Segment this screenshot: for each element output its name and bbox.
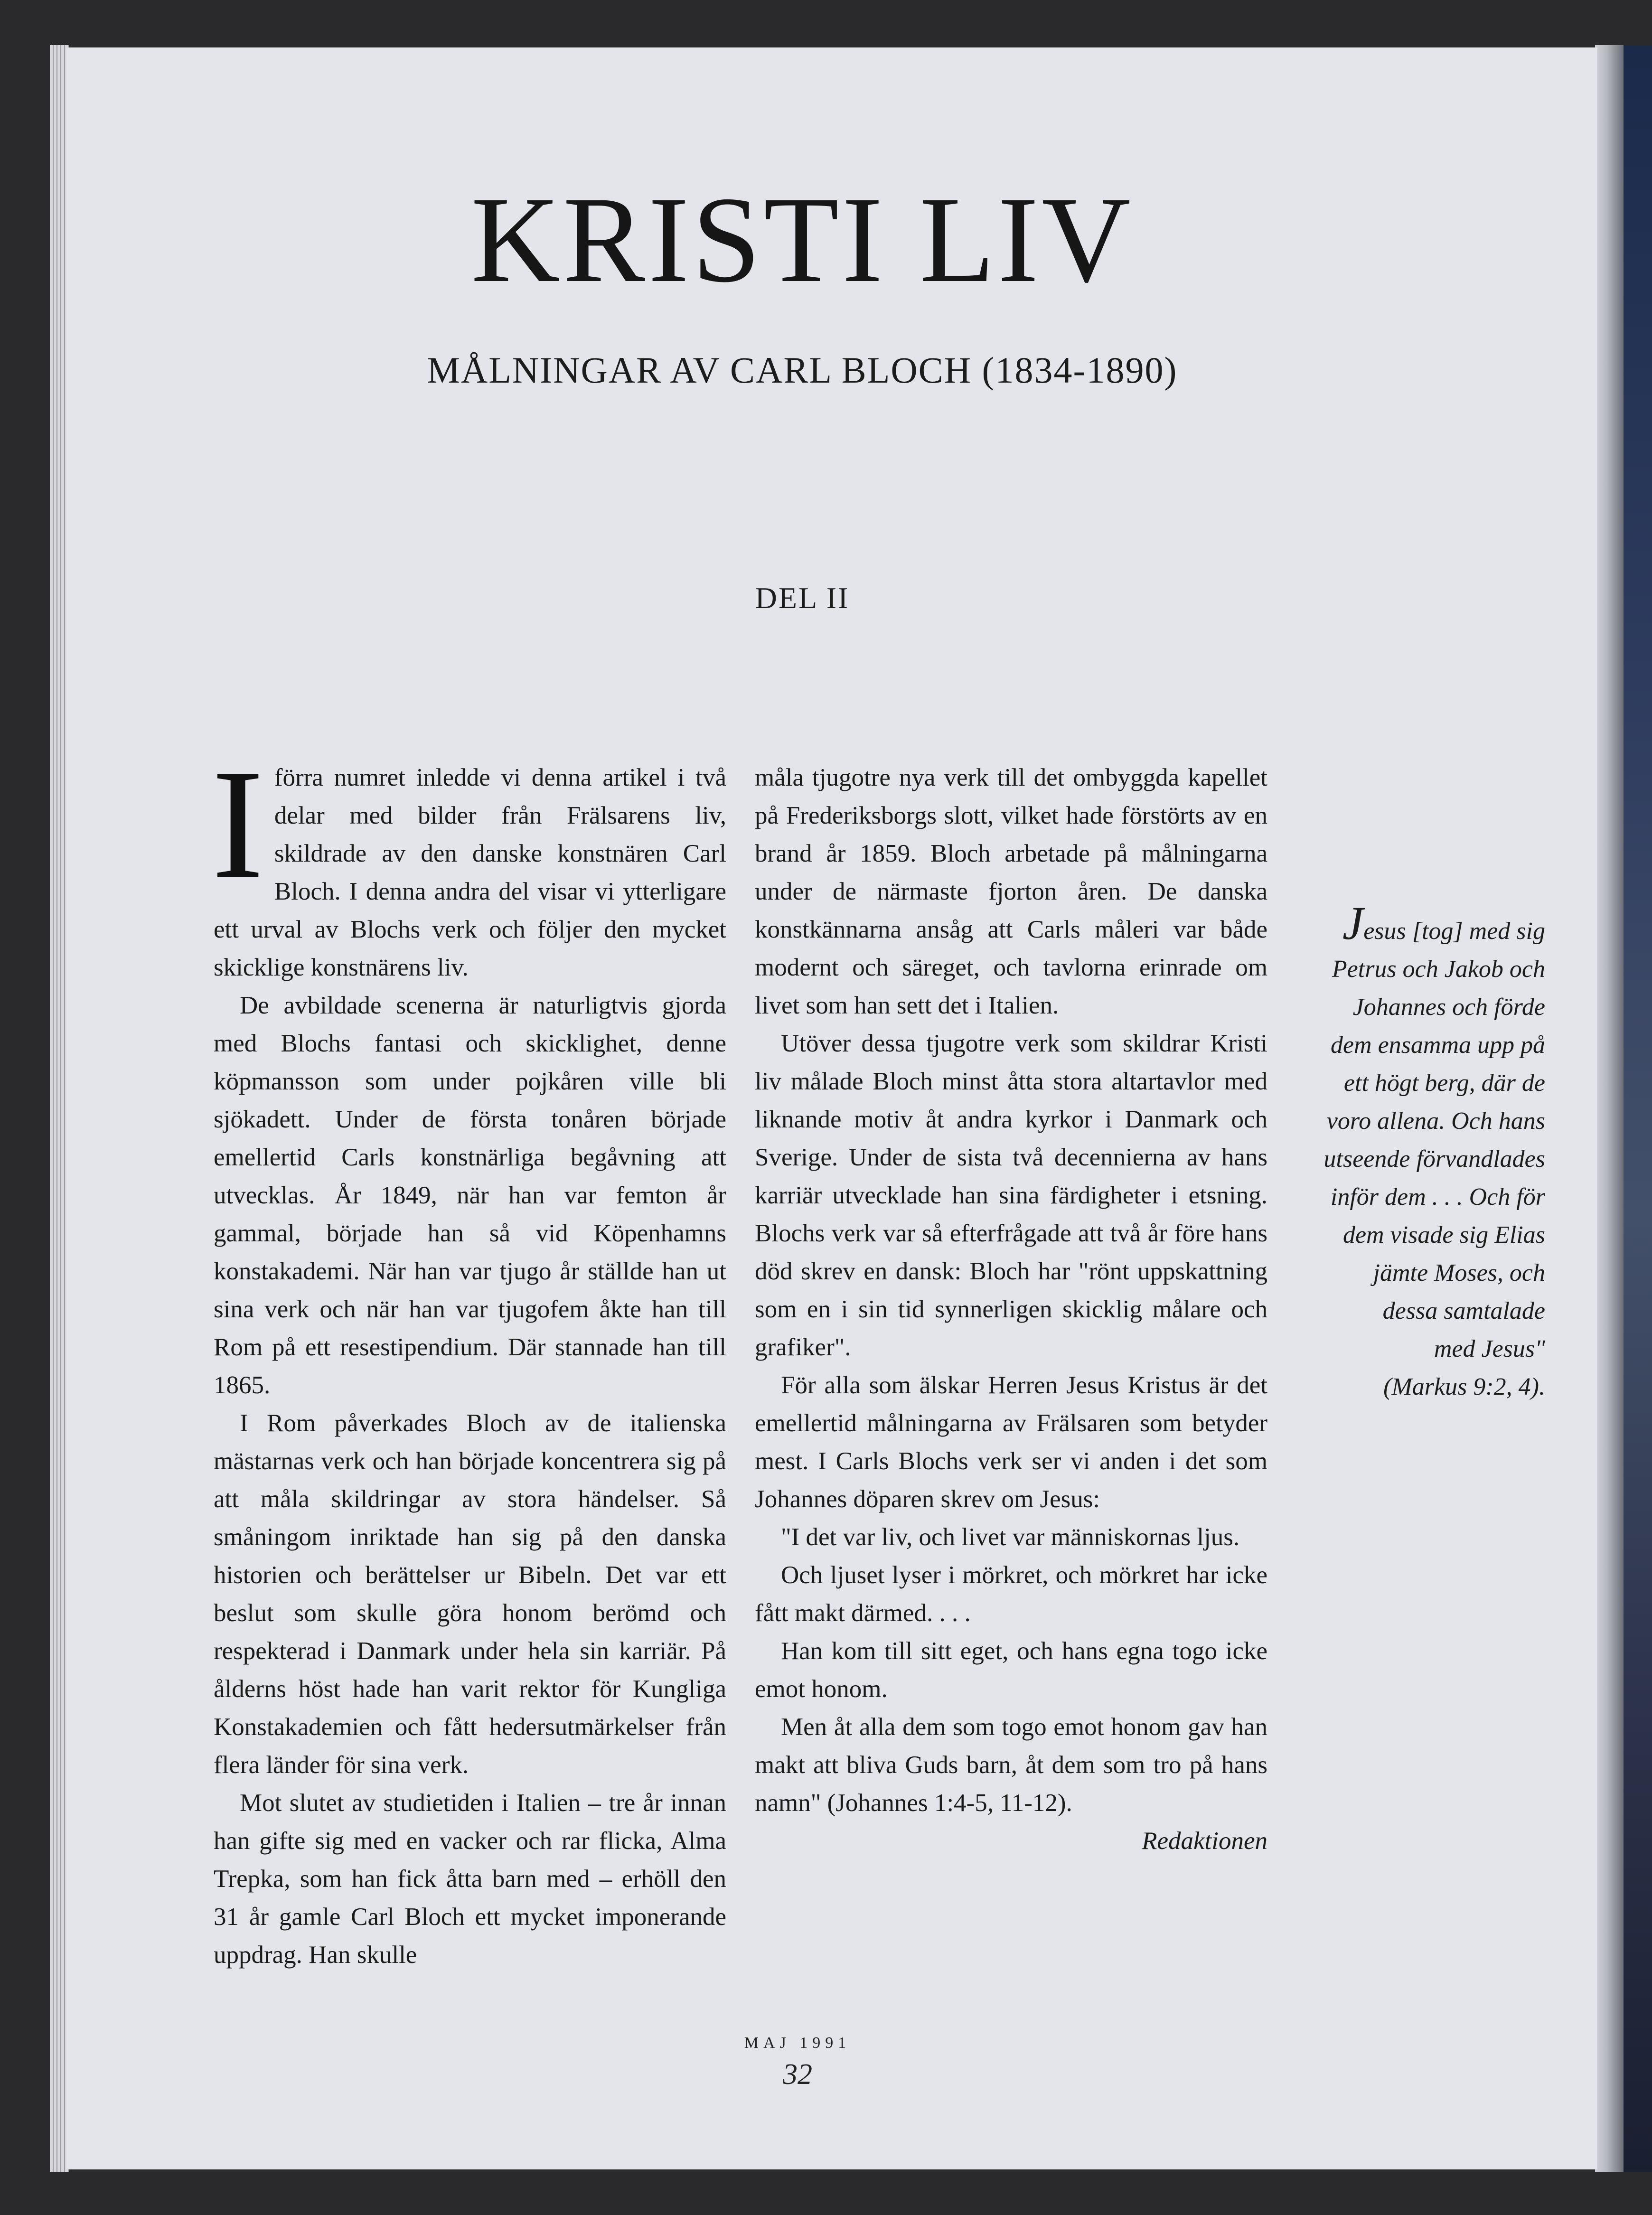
quote-line: ett högt berg, där de — [1343, 1070, 1545, 1097]
quote-line: Jesus [tog] med sig — [1342, 897, 1545, 949]
part-label: DEL II — [755, 581, 850, 615]
quote-line: Johannes och förde — [1352, 994, 1545, 1021]
paragraph: I Rom påverkades Bloch av de italienska mästarnas verk och han började koncentrera sig på att måla skildringar av stora händelser. Så småningom inriktade han sig på den danska historien och berättelser ur Bibeln. Det var ett beslut som skulle göra honom berömd och respekterad i Danmark under hela sin karriär. På ålderns höst hade han varit rektor för Kungliga Konstakademien och fått hedersutmärkelser från flera länder för sina verk. — [214, 1409, 726, 1779]
paragraph: "I det var liv, och livet var människornas ljus. — [781, 1523, 1240, 1551]
page-edge-stack — [50, 45, 69, 2172]
quote-line: inför dem . . . Och för — [1330, 1183, 1545, 1211]
signature: Redaktionen — [1142, 1827, 1267, 1855]
quote-line: voro allena. Och hans — [1326, 1108, 1545, 1135]
quote-line: jämte Moses, och — [1373, 1259, 1545, 1286]
article-column-left — [212, 738, 726, 1974]
paragraph: För alla som älskar Herren Jesus Kristus är det emellertid målningarna av Frälsaren som betyder mest. I Carls Blochs verk ser vi anden i det som Johannes döparen skrev om Jesus: — [755, 1371, 1267, 1513]
magazine-page — [66, 47, 1597, 2169]
next-page-image-strip — [1624, 45, 1652, 2172]
quote-line: dem ensamma upp på — [1330, 1032, 1545, 1059]
paragraph: måla tjugotre nya verk till det ombyggda kapellet på Frederiksborgs slott, vilket hade förstörts av en brand år 1859. Bloch arbetade på målningarna under de närmaste fjorton åren. De danska konstkännarna ansåg att Carls måleri var både modernt och säreget, och tavlorna erinrade om livet som han sett det i Italien. — [755, 764, 1267, 1019]
quote-line: dem visade sig Elias — [1342, 1221, 1545, 1248]
paragraph: Iförra numret inledde vi denna artikel i två delar med bilder från Frälsarens liv, skildrade av den danske konstnären Carl Bloch. I denna andra del visar vi ytterligare ett urval av Blochs verk och följer den mycket skicklige konstnärens liv. — [212, 738, 726, 981]
article-column-right — [755, 759, 1267, 1860]
quote-citation: (Markus 9:2, 4). — [1383, 1373, 1545, 1400]
paragraph: Han kom till sitt eget, och hans egna togo icke emot honom. — [755, 1637, 1267, 1703]
paragraph: Utöver dessa tjugotre verk som skildrar Kristi liv målade Bloch minst åtta stora altartavlor med liknande motiv åt andra kyrkor i Danmark och Sverige. Under de sista två decennierna av hans karriär utvecklade han sina färdigheter i etsning. Blochs verk var så efterfrågade att två år före hans död skrev en dansk: Bloch har "rönt uppskattning som en i sin tid synnerligen skicklig målare och grafiker". — [755, 1030, 1267, 1361]
paragraph: De avbildade scenerna är naturligtvis gjorda med Blochs fantasi och skicklighet, denne köpmansson som under pojkåren ville bli sjökadett. Under de första tonåren började emellertid Carls konstnärliga begåvning att utvecklas. År 1849, när han var femton år gammal, började han så vid Köpenhamns konstakademi. När han var tjugo år ställde han ut sina verk och när han var tjugofem åkte han till Rom på ett resestipendium. Där stannade han till 1865. — [214, 992, 726, 1399]
sidebar-quote — [1286, 897, 1545, 1406]
footer-issue-date: MAJ 1991 — [744, 2034, 851, 2052]
page-number: 32 — [783, 2058, 812, 2091]
quote-line: med Jesus" — [1434, 1335, 1545, 1362]
article-title: KRISTI LIV — [471, 171, 1134, 308]
drop-cap: I — [212, 738, 264, 911]
paragraph: Mot slutet av studietiden i Italien – tre år innan han gifte sig med en vacker och rar flicka, Alma Trepka, som han fick åtta barn med – erhöll den 31 år gamle Carl Bloch ett mycket imponerande uppdrag. Han skulle — [214, 1789, 726, 1969]
quote-initial: J — [1342, 897, 1364, 949]
quote-line: Petrus och Jakob och — [1332, 956, 1545, 983]
quote-line: utseende förvandlades — [1323, 1145, 1545, 1173]
right-page-edge — [1595, 45, 1624, 2172]
paragraph: Och ljuset lyser i mörkret, och mörkret har icke fått makt därmed. . . . — [755, 1561, 1267, 1627]
paragraph: Men åt alla dem som togo emot honom gav han makt att bliva Guds barn, åt dem som tro på hans namn" (Johannes 1:4-5, 11-12). — [755, 1713, 1267, 1817]
article-subtitle: MÅLNINGAR AV CARL BLOCH (1834-1890) — [427, 349, 1178, 391]
quote-line: dessa samtalade — [1382, 1297, 1545, 1324]
